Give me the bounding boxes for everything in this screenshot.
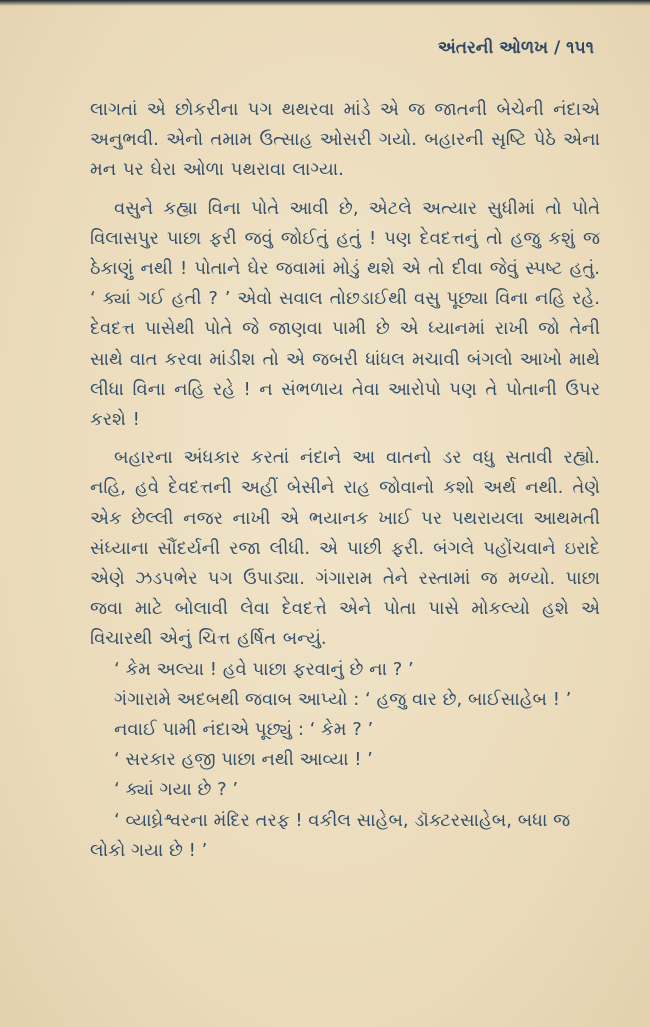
dialogue-line: ‘ કેમ અલ્યા ! હવે પાછા ફરવાનું છે ના ? ’	[114, 658, 414, 680]
paragraph-3: બહારના અંધકાર કરતાં નંદાને આ વાતનો ડર વધુ સતાવી રહ્યો. નહિ, હવે દેવદત્તની અહીં બેસીને રાહ જોવાનો કશો અર્થ નથી. તેણે એક છેલ્લી નજર નાખી એ ભયાનક ખાઈ પર પથરાયલા આથમતી સંધ્યાના સૌંદર્યની રજા લીધી. એ પાછી ફરી. બંગલે પહોંચવાને ઇરાદે એણે ઝડપભેર પગ ઉપાડ્યા. ગંગારામ તેને રસ્તામાં જ મળ્યો. પાછા જવા માટે બોલાવી લેવા દેવદત્તે એને પોતા પાસે મોકલ્યો હશે એ વિચારથી એનું ચિત્ત હર્ષિત બન્યું.	[90, 447, 600, 650]
body-text	[90, 95, 600, 866]
dialogue-line: ‘ ક્યાં ગયા છે ? ’	[114, 779, 239, 801]
paragraph-1: લાગતાં એ છોકરીના પગ થથરવા માંડે એ જ જાતની બેચેની નંદાએ અનુભવી. એનો તમામ ઉત્સાહ ઓસરી ગયો. બહારની સૃષ્ટિ પેઠે એના મન પર ઘેરા ઓળા પથરાવા લાગ્યા.	[90, 99, 600, 181]
page-edge-shadow	[0, 0, 650, 6]
dialogue-line: ‘ સરકાર હજી પાછા નથી આવ્યા ! ’	[114, 749, 373, 771]
dialogue-line: ગંગારામે અદબથી જવાબ આપ્યો : ‘ હજુ વાર છે, બાઈસાહેબ ! ’	[114, 688, 572, 710]
dialogue-line: નવાઈ પામી નંદાએ પૂછ્યું : ‘ કેમ ? ’	[114, 719, 374, 741]
paragraph-2: વસુને કહ્યા વિના પોતે આવી છે, એટલે અત્યાર સુધીમાં તો પોતે વિલાસપુર પાછા ફરી જવું જોઈતું હતું ! પણ દેવદત્તનું તો હજુ કશું જ ઠેકાણું નથી ! પોતાને ઘેર જવામાં મોડું થશે એ તો દીવા જેવું સ્પષ્ટ હતું. ‘ ક્યાં ગઈ હતી ? ’ એવો સવાલ તોછડાઈથી વસુ પૂછ્યા વિના નહિ રહે. દેવદત્ત પાસેથી પોતે જે જાણવા પામી છે એ ધ્યાનમાં રાખી જો તેની સાથે વાત કરવા માંડીશ તો એ જબરી ધાંધલ મચાવી બંગલો આખો માથે લીધા વિના નહિ રહે ! ન સંભળાય તેવા આરોપો પણ તે પોતાની ઉપર કરશે !	[90, 197, 600, 431]
dialogue-line: ‘ વ્યાઘ્રેશ્વરના મંદિર તરફ ! વકીલ સાહેબ, ડૉક્ટરસાહેબ, બધા જ લોકો ગયા છે ! ’	[90, 809, 571, 861]
running-header: અંતરની ઓળખ / ૧૫૧	[437, 38, 594, 58]
